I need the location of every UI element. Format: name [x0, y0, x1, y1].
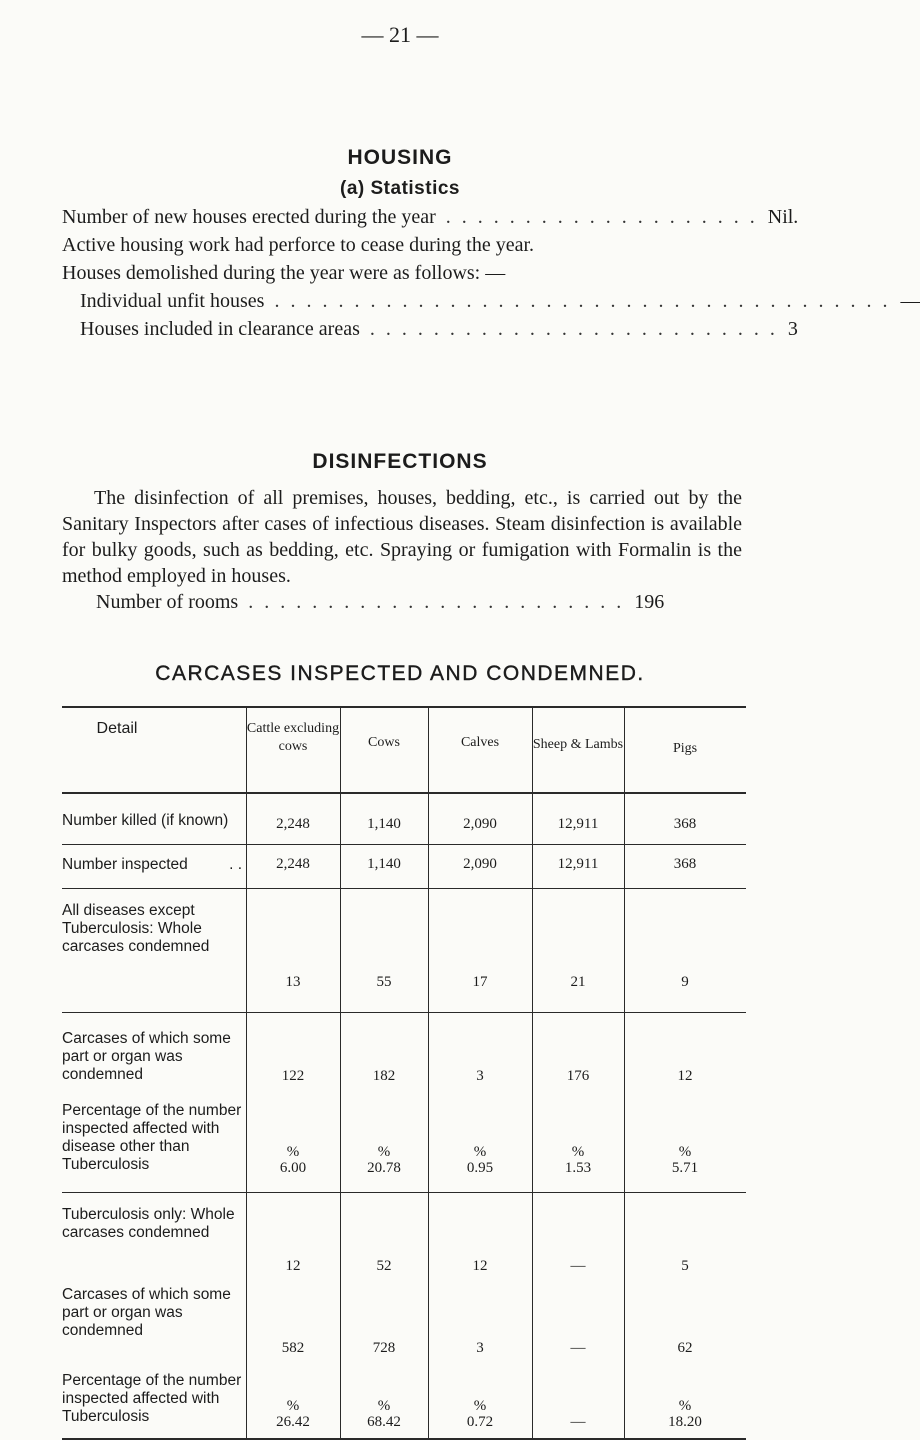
cell-tb-pct-cattle: [246, 1398, 340, 1430]
table-rule: [62, 888, 746, 889]
header-pigs: Pigs: [672, 741, 698, 756]
cell-value: 26.42: [276, 1414, 310, 1430]
cell-tb-pct-pigs: [624, 1398, 746, 1430]
leader-dots: . . . . . . . . . . . . . . . . . . . . . . . . . . . . . . . . . . . . . . .: [274, 290, 891, 312]
row-label-tb-whole: Tuberculosis only: Whole carcases condemned: [62, 1206, 235, 1241]
cell-tb-part-sheep: —: [570, 1340, 586, 1356]
statistics-subheading: (a) Statistics: [340, 178, 460, 199]
unfit-houses-line: [80, 290, 920, 313]
cell-all-pct-sheep: [532, 1144, 624, 1176]
row-label-all-diseases-whole: All diseases except Tuberculosis: Whole carcases condemned: [62, 902, 210, 955]
header-cattle: Cattle excluding cows: [246, 721, 340, 754]
cell-all-pct-pigs: [624, 1144, 746, 1176]
cell-inspected-sheep: 12,911: [557, 856, 599, 872]
cell-value: 5.71: [671, 1160, 699, 1176]
cell-all-part-pigs: 12: [677, 1068, 693, 1084]
header-detail: Detail: [96, 720, 138, 737]
cell-tb-part-calves: 3: [476, 1340, 484, 1356]
cell-tb-whole-cattle: 12: [285, 1258, 301, 1274]
cell-inspected-cows: 1,140: [367, 856, 401, 872]
cell-value: 0.72: [466, 1414, 494, 1430]
cell-value: 6.00: [279, 1160, 307, 1176]
cell-tb-whole-calves: 12: [472, 1258, 488, 1274]
cell-value: 68.42: [367, 1414, 401, 1430]
new-houses-label: Number of new houses erected during the year: [62, 206, 436, 228]
cell-tb-whole-pigs: 5: [681, 1258, 689, 1274]
disinfections-heading: DISINFECTIONS: [312, 450, 488, 473]
row-label-text: Number inspected: [62, 856, 188, 873]
cell-tb-whole-cows: 52: [376, 1258, 392, 1274]
cell-all-pct-cattle: [246, 1144, 340, 1176]
carcases-table: [62, 706, 746, 1440]
carcases-heading: CARCASES INSPECTED AND CONDEMNED.: [155, 662, 645, 685]
header-calves: Calves: [460, 735, 500, 750]
row-label-killed: Number killed (if known): [62, 812, 229, 829]
cell-all-whole-pigs: 9: [681, 974, 689, 990]
cell-killed-pigs: 368: [673, 816, 697, 832]
rooms-value: 196: [634, 591, 665, 613]
leader-dots: . . . . . . . . . . . . . . . . . . . . . . . . . .: [369, 318, 778, 340]
percent-sign: %: [678, 1398, 692, 1414]
header-cows: Cows: [368, 735, 400, 750]
cell-killed-calves: 2,090: [463, 816, 497, 832]
clearance-areas-line: [80, 318, 798, 341]
table-rule: [62, 1192, 746, 1193]
rooms-label: Number of rooms: [96, 591, 239, 613]
new-houses-line: [62, 206, 799, 229]
cell-tb-part-pigs: 62: [677, 1340, 693, 1356]
cell-all-pct-calves: [428, 1144, 532, 1176]
cell-all-part-sheep: 176: [566, 1068, 590, 1084]
cell-killed-cattle: 2,248: [276, 816, 310, 832]
cell-all-part-calves: 3: [476, 1068, 484, 1084]
unfit-houses-value: —: [900, 290, 920, 312]
leader-dots: . .: [229, 856, 242, 873]
table-rule-top: [62, 706, 746, 708]
percent-sign: %: [286, 1144, 300, 1160]
cell-all-part-cattle: 122: [281, 1068, 305, 1084]
row-label-all-diseases-part: Carcases of which some part or organ was condemned: [62, 1030, 231, 1083]
clearance-areas-label: Houses included in clearance areas: [80, 318, 360, 340]
table-rule: [62, 1012, 746, 1013]
unfit-houses-label: Individual unfit houses: [80, 290, 265, 312]
header-sheep-lambs: Sheep & Lambs: [532, 737, 624, 752]
leader-dots: . . . . . . . . . . . . . . . . . . . .: [445, 206, 758, 228]
disinfections-text: The disinfection of all premises, houses, bedding, etc., is carried out by the Sanitary Inspectors after cases of infectious diseases. Steam disinfection is available for bulky goods, such as bedding, etc. Spraying or fumigation with Formalin is the method employed in houses.: [62, 487, 742, 587]
cell-killed-sheep: 12,911: [557, 816, 599, 832]
disinfections-paragraph: [62, 485, 742, 589]
cell-all-whole-cows: 55: [376, 974, 392, 990]
cell-inspected-calves: 2,090: [463, 856, 497, 872]
demolished-intro: Houses demolished during the year were as follows: —: [62, 262, 506, 284]
rooms-line: [96, 591, 665, 614]
percent-sign: %: [473, 1398, 487, 1414]
table-rule-header: [62, 792, 746, 794]
cell-all-pct-cows: [340, 1144, 428, 1176]
percent-sign: %: [377, 1144, 391, 1160]
cell-all-part-cows: 182: [372, 1068, 396, 1084]
page-number: — 21 —: [361, 22, 439, 47]
row-label-tb-part: Carcases of which some part or organ was condemned: [62, 1286, 231, 1339]
active-housing-text: Active housing work had perforce to cease during the year.: [62, 234, 535, 256]
table-rule: [62, 844, 746, 845]
cell-value: 20.78: [367, 1160, 401, 1176]
cell-tb-pct-cows: [340, 1398, 428, 1430]
cell-tb-pct-calves: [428, 1398, 532, 1430]
cell-inspected-pigs: 368: [673, 856, 697, 872]
cell-tb-whole-sheep: —: [570, 1258, 586, 1274]
row-label-tb-percentage: Percentage of the number inspected affected with Tuberculosis: [62, 1372, 242, 1425]
percent-sign: %: [473, 1144, 487, 1160]
cell-all-whole-sheep: 21: [570, 974, 586, 990]
cell-all-whole-cattle: 13: [285, 974, 301, 990]
percent-sign: %: [286, 1398, 300, 1414]
cell-all-whole-calves: 17: [472, 974, 488, 990]
cell-inspected-cattle: 2,248: [276, 856, 310, 872]
cell-tb-part-cows: 728: [372, 1340, 396, 1356]
leader-dots: . . . . . . . . . . . . . . . . . . . . . . . .: [248, 591, 625, 613]
new-houses-value: Nil.: [767, 206, 799, 228]
percent-sign: %: [678, 1144, 692, 1160]
cell-value: 18.20: [668, 1414, 702, 1430]
cell-value: 0.95: [466, 1160, 494, 1176]
cell-tb-part-cattle: 582: [281, 1340, 305, 1356]
percent-sign: %: [377, 1398, 391, 1414]
clearance-areas-value: 3: [787, 318, 798, 340]
cell-value: 1.53: [564, 1160, 592, 1176]
housing-heading: HOUSING: [347, 146, 453, 169]
cell-killed-cows: 1,140: [367, 816, 401, 832]
row-label-inspected: [62, 856, 242, 874]
cell-tb-pct-sheep: —: [570, 1414, 586, 1430]
percent-sign: %: [571, 1144, 585, 1160]
row-label-all-diseases-percentage: Percentage of the number inspected affected with disease other than Tuberculosis: [62, 1102, 242, 1173]
